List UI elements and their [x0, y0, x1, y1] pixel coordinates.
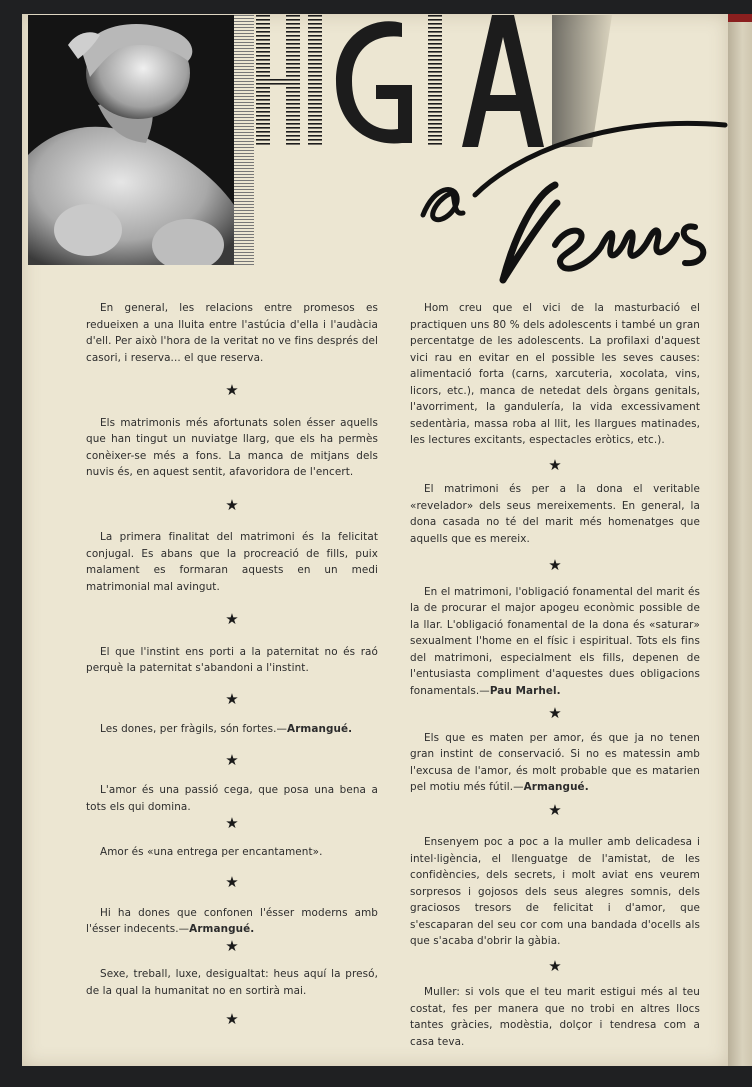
star-icon: ★	[225, 689, 239, 708]
statue-illustration	[28, 15, 234, 265]
spacer	[86, 768, 378, 782]
paragraph: Amor és «una entrega per encantament».	[100, 845, 323, 858]
paragraph: Hom creu que el vici de la masturbació el practiquen uns 80 % dels adolescents i també un gran percentatge de les adolescents. La profilaxi d'aquest vici rau en evitar en el possible les seves causes: alimentació forta (carns, xarcuteria, xocolata, vins, licors, etc.), manca de netedat dels òrgans genitals, l'avorriment, la gandulería, la vida excessivament sedentària, massa roba al llit, les llargues matinades, les lectures excitants, espectacles eròtics, etc.).	[410, 302, 700, 446]
paragraph	[410, 730, 700, 796]
paragraph	[410, 584, 700, 700]
star-icon: ★	[548, 455, 562, 474]
left-column	[86, 300, 378, 1028]
star-icon: ★	[548, 800, 562, 819]
paragraph-text: Hi ha dones que confonen l'ésser moderns amb l'ésser indecents.—	[86, 906, 378, 935]
star-icon: ★	[225, 1010, 239, 1028]
paragraph: El que l'instint ens porti a la paternitat no és raó perquè la paternitat s'abandoni a l'instint.	[86, 645, 378, 674]
spacer	[86, 891, 378, 905]
paragraph: L'amor és una passió cega, que posa una bena a tots els qui domina.	[86, 784, 378, 813]
author: Pau Marhel.	[489, 684, 561, 697]
spacer	[410, 722, 700, 730]
star-icon: ★	[225, 750, 239, 769]
star-icon: ★	[225, 814, 239, 832]
spacer	[86, 860, 378, 874]
paragraph: La primera finalitat del matrimoni és la felicitat conjugal. Es abans que la procreació de fills, puix malament es formaran aquests en un medi matrimonial mal avingut.	[86, 531, 378, 593]
spacer	[86, 954, 378, 966]
spacer	[86, 832, 378, 844]
paragraph: En general, les relacions entre promesos es redueixen a una lluita entre l'astúcia d'ella i l'audàcia d'ell. Per això l'hora de la veritat no ve fins després del casori, i reserva... el que reserva.	[86, 302, 378, 364]
spacer	[86, 366, 378, 382]
spacer	[86, 399, 378, 415]
spacer	[410, 473, 700, 481]
venus-statue-photo	[28, 15, 234, 265]
spacer	[86, 595, 378, 611]
spacer	[410, 574, 700, 584]
spacer	[410, 974, 700, 984]
spacer	[86, 481, 378, 497]
star-icon: ★	[225, 873, 239, 891]
paragraph: Els matrimonis més afortunats solen ésser aquells que han tingut un nuviatge llarg, que els ha permès conèixer-se més a fons. La manca de mitjans dels nuvis és, en aquest sentit, afavoridora de l'encert.	[86, 416, 378, 478]
paragraph	[86, 721, 378, 738]
paragraph: Sexe, treball, luxe, desigualtat: heus aquí la presó, de la qual la humanitat no en sortirà mai.	[86, 968, 378, 997]
paragraph: El matrimoni és per a la dona el veritable «revelador» dels seus mereixements. En general, la dona casada no té del marit més homenatges que aquells que es mereix.	[410, 483, 700, 545]
spacer	[410, 818, 700, 834]
page-edge-stripe	[728, 14, 752, 22]
paragraph-text: En el matrimoni, l'obligació fonamental del marit és la de procurar el major apogeu econòmic possible de la llar. L'obligació fonamental de la dona és «saturar» sexualment l'home en el físic i espiritual. Tots els fins del matrimoni, especialment els fills, depenen de l'entusiasta compliment d'aquestes dues obligacions fonamentals.—	[410, 585, 700, 697]
star-icon: ★	[548, 704, 562, 722]
star-icon: ★	[548, 956, 562, 975]
right-column	[410, 300, 700, 1050]
star-icon: ★	[548, 556, 562, 574]
star-icon: ★	[225, 381, 239, 399]
paragraph: Muller: si vols que el teu marit estigui més al teu costat, fes per manera que no trobi en altres llocs tantes gràcies, modèstia, dolçor i tendresa com a casa teva.	[410, 986, 700, 1048]
paragraph	[86, 905, 378, 938]
paragraph-text: Les dones, per fràgils, són fortes.—	[100, 723, 288, 735]
star-icon: ★	[225, 495, 239, 514]
title-a-venus	[405, 115, 728, 290]
spacer	[86, 628, 378, 644]
spacer	[86, 677, 378, 691]
decorative-hatch	[234, 15, 254, 265]
author: Armangué.	[189, 923, 255, 935]
next-page-edge	[728, 14, 752, 1066]
paragraph: Ensenyem poc a poc a la muller amb delicadesa i intel·ligència, el llenguatge de l'amistat, de les confidències, dels secrets, i molt aviat ens veurem sorpresos i gojosos dels seus alegres somnis, dels graciosos tresors de felicitat i d'amor, que s'escaparan del seu cor com una bandada d'ocells als que s'acaba d'obrir la gàbia.	[410, 836, 700, 947]
spacer	[86, 513, 378, 529]
star-icon: ★	[225, 610, 239, 628]
star-icon: ★	[225, 936, 239, 955]
author: Armangué.	[287, 723, 353, 735]
paragraph-text: Els que es maten per amor, és que ja no tenen gran instint de conservació. Si no es matessin amb l'excusa de l'amor, és molt probable que es matarien pel motiu més fútil.—	[410, 731, 700, 793]
spacer	[86, 707, 378, 721]
author: Armangué.	[523, 781, 589, 793]
spacer	[86, 738, 378, 752]
